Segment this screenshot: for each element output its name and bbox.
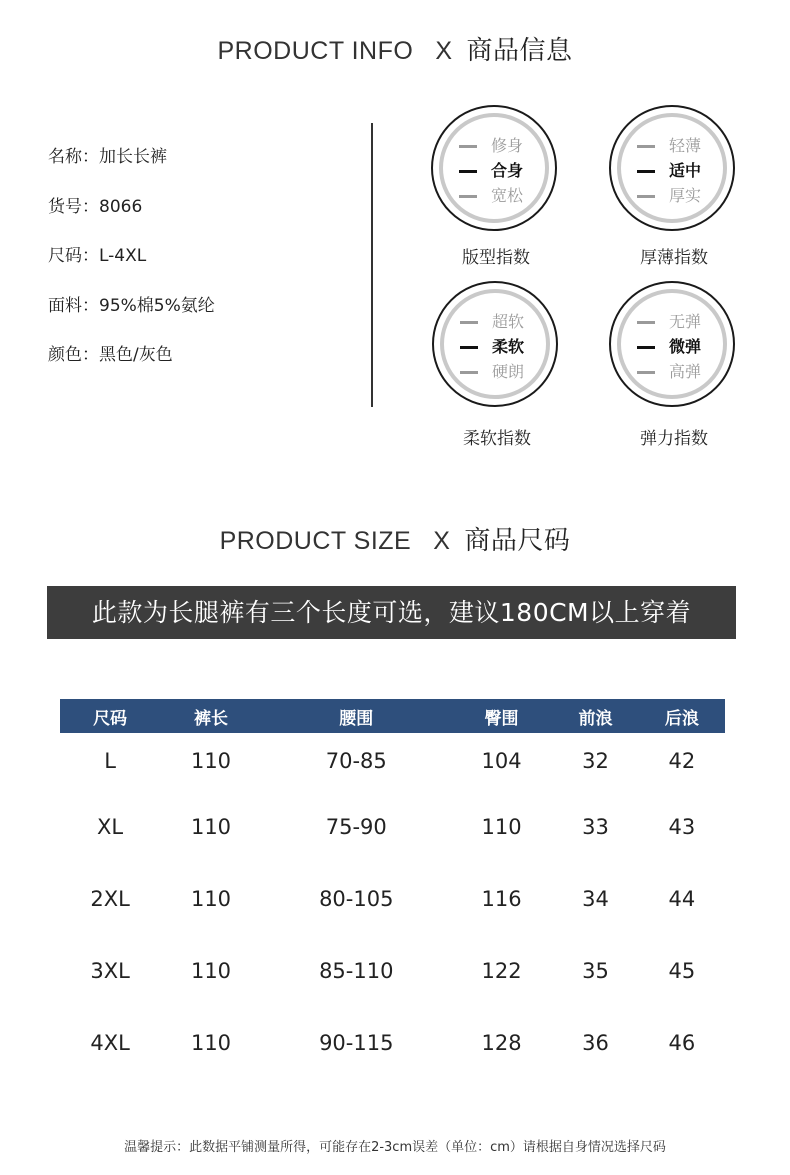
gauge-level — [637, 183, 701, 206]
info-row-color — [48, 340, 215, 390]
table-cell: L — [104, 749, 116, 773]
gauge-title: 柔软指数 — [463, 429, 531, 449]
table-row — [60, 935, 725, 1007]
gauge-level — [637, 309, 701, 332]
table-cell: 34 — [582, 887, 609, 911]
dash-icon — [459, 145, 477, 148]
product-size-separator: X — [433, 527, 451, 555]
gauge-title: 厚薄指数 — [640, 248, 708, 268]
product-info-title-cn: 商品信息 — [466, 36, 573, 66]
dash-icon — [637, 170, 655, 173]
dash-icon — [637, 195, 655, 198]
dash-icon — [459, 195, 477, 198]
gauge-level — [637, 359, 701, 382]
gauge-level-selected — [637, 158, 701, 181]
dash-icon — [637, 145, 655, 148]
info-label: 尺码： — [48, 246, 99, 266]
table-cell: 43 — [668, 815, 696, 839]
info-value: 8066 — [99, 196, 143, 217]
dash-icon — [460, 371, 478, 374]
info-row-item-number — [48, 192, 215, 242]
gauge-level — [460, 309, 524, 332]
divider-line — [371, 123, 373, 407]
dash-icon — [637, 346, 655, 349]
column-header: 前浪 — [552, 699, 638, 733]
info-value: 黑色/灰色 — [99, 345, 173, 365]
table-cell: 116 — [481, 887, 522, 911]
info-label: 颜色： — [48, 345, 99, 365]
table-cell: 80-105 — [319, 887, 394, 911]
table-cell: 110 — [481, 815, 522, 839]
dash-icon — [460, 346, 478, 349]
table-cell: 46 — [668, 1031, 696, 1055]
gauge-level-label: 微弹 — [669, 337, 702, 356]
gauge-level — [460, 359, 524, 382]
table-row — [60, 863, 725, 935]
product-size-title-cn: 商品尺码 — [464, 526, 571, 556]
gauge-level-label: 适中 — [669, 161, 702, 180]
column-header: 后浪 — [639, 699, 725, 733]
info-label: 货号： — [48, 196, 99, 217]
gauge-level — [459, 133, 523, 156]
table-cell: 42 — [668, 749, 696, 773]
gauge-title: 弹力指数 — [640, 429, 708, 449]
gauge-level-label: 修身 — [491, 136, 524, 155]
length-notice-banner: 此款为长腿裤有三个长度可选，建议180CM以上穿着 — [47, 586, 736, 639]
info-row-size — [48, 241, 215, 291]
table-cell: 44 — [668, 887, 696, 911]
info-row-fabric — [48, 291, 215, 341]
table-cell: 110 — [190, 959, 232, 983]
table-cell: 90-115 — [319, 1031, 394, 1055]
product-info-list — [48, 142, 215, 390]
gauge-level-label: 高弹 — [669, 362, 702, 381]
table-cell: 36 — [582, 1031, 609, 1055]
table-cell: 3XL — [90, 959, 130, 983]
gauge-level-label: 轻薄 — [669, 136, 702, 155]
column-header: 臀围 — [451, 699, 553, 733]
measurement-note: 温馨提示：此数据平铺测量所得，可能存在2-3cm误差（单位：cm）请根据自身情况选择尺码 — [124, 1140, 666, 1155]
info-label: 名称： — [48, 147, 99, 167]
gauge-level — [459, 183, 523, 206]
table-row — [60, 733, 725, 791]
table-cell: 45 — [668, 959, 696, 983]
column-header: 尺码 — [60, 699, 160, 733]
info-label: 面料： — [48, 295, 99, 316]
gauge-level-label: 柔软 — [492, 337, 525, 356]
info-value: L-4XL — [99, 246, 147, 266]
table-cell: 85-110 — [319, 959, 394, 983]
gauge-level-label: 硬朗 — [492, 362, 525, 381]
table-cell: 110 — [190, 749, 232, 773]
gauge-level — [637, 133, 701, 156]
column-header: 裤长 — [160, 699, 262, 733]
info-value: 95%棉5%氨纶 — [99, 295, 215, 316]
product-info-separator: X — [435, 37, 453, 65]
dash-icon — [637, 321, 655, 324]
table-row — [60, 791, 725, 863]
dash-icon — [459, 170, 477, 173]
gauge-title: 版型指数 — [462, 248, 530, 268]
product-info-header — [0, 30, 790, 67]
product-size-header — [0, 520, 790, 557]
info-value: 加长长裤 — [99, 147, 167, 167]
gauge-level-label: 无弹 — [669, 312, 702, 331]
table-cell: 128 — [481, 1031, 522, 1055]
gauge-level-label: 厚实 — [669, 186, 702, 205]
gauge-level-label: 超软 — [492, 312, 525, 331]
column-header: 腰围 — [262, 699, 451, 733]
size-table-header — [60, 699, 725, 733]
table-cell: 70-85 — [325, 749, 387, 773]
table-cell: XL — [97, 815, 124, 839]
table-cell: 4XL — [90, 1031, 130, 1055]
dash-icon — [460, 321, 478, 324]
table-cell: 2XL — [90, 887, 130, 911]
table-cell: 104 — [481, 749, 522, 773]
table-cell: 35 — [582, 959, 609, 983]
gauge-level-selected — [460, 334, 524, 357]
gauge-level-label: 合身 — [491, 161, 524, 180]
table-cell: 75-90 — [325, 815, 387, 839]
info-row-name — [48, 142, 215, 192]
table-row — [60, 1007, 725, 1079]
table-cell: 110 — [190, 815, 232, 839]
table-cell: 32 — [582, 749, 609, 773]
dash-icon — [637, 371, 655, 374]
product-size-title-en: PRODUCT SIZE — [219, 527, 412, 555]
gauge-level-selected — [637, 334, 701, 357]
table-cell: 33 — [582, 815, 609, 839]
gauge-level-label: 宽松 — [491, 186, 524, 205]
gauge-level-selected — [459, 158, 523, 181]
size-table — [60, 699, 725, 1079]
table-cell: 110 — [190, 887, 232, 911]
table-cell: 122 — [481, 959, 522, 983]
table-cell: 110 — [190, 1031, 232, 1055]
product-info-title-en: PRODUCT INFO — [217, 37, 414, 65]
